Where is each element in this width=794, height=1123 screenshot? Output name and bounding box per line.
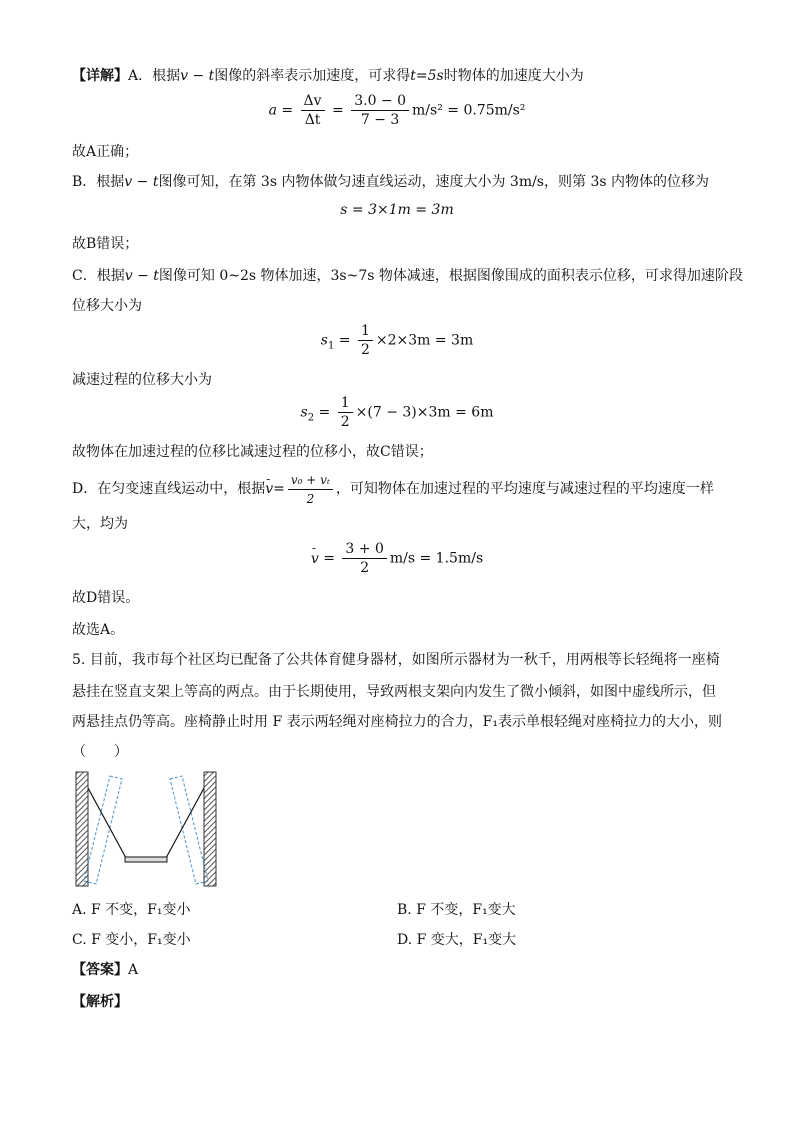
numerator: 1	[358, 322, 373, 341]
equation-acceleration	[0, 92, 794, 129]
option-a[interactable]: A. F 不变，F₁变小	[72, 902, 191, 918]
paragraph: 故D错误。	[72, 590, 140, 606]
fraction	[288, 471, 333, 508]
v-t-symbol: v − t	[124, 174, 159, 190]
question-line: 悬挂在竖直支架上等高的两点。由于长期使用，导致两根支架向内发生了微小倾斜，如图中虚线所示，但	[72, 684, 716, 700]
equals: =	[318, 404, 331, 421]
option-c[interactable]: C. F 变小，F₁变小	[72, 932, 191, 948]
denominator: 2	[340, 414, 350, 430]
eq-tail: ×(7 − 3)×3m = 6m	[355, 404, 494, 421]
answer-value: A	[128, 962, 139, 978]
eq-lhs: a =	[268, 102, 294, 119]
question-blank: （ ）	[72, 744, 128, 760]
t-value: t=5s	[410, 68, 444, 84]
right-support	[204, 772, 216, 886]
numerator: 3.0 − 0	[351, 92, 409, 111]
text: A．根据	[128, 68, 181, 84]
denominator: 2	[360, 342, 370, 358]
numerator: v₀ + vₜ	[288, 471, 333, 490]
text: ，可知物体在加速过程的平均速度与减速过程的平均速度一样	[335, 481, 714, 497]
paragraph: 故物体在加速过程的位移比减速过程的位移小，故C错误；	[72, 444, 433, 460]
text: 图像可知，在第 3s 内物体做匀速直线运动，速度大小为 3m/s，则第 3s 内物体的位移为	[158, 174, 709, 190]
v-bar-symbol: - v	[265, 470, 273, 508]
equals: =	[338, 332, 351, 349]
fraction	[358, 322, 373, 359]
text: 时物体的加速度大小为	[443, 68, 584, 84]
equation-average-velocity	[0, 540, 794, 577]
paragraph: 位移大小为	[72, 298, 142, 314]
right-rope	[166, 788, 204, 858]
swing-figure	[68, 770, 224, 890]
option-b[interactable]: B. F 不变，F₁变大	[397, 902, 516, 918]
answer-tag: 【答案】	[72, 962, 128, 978]
equation-s1	[0, 322, 794, 359]
denominator: 2	[360, 560, 370, 576]
paragraph	[72, 470, 714, 508]
numerator: 1	[338, 394, 353, 413]
text: B．根据	[72, 174, 125, 190]
eq-lhs: s	[300, 404, 308, 421]
equals: =	[273, 481, 285, 497]
subscript: 1	[327, 340, 335, 352]
detail-line-a	[72, 66, 584, 86]
equals: =	[332, 102, 344, 119]
eq-tail: ×2×3m = 3m	[375, 332, 474, 349]
subscript: 2	[307, 412, 315, 424]
paragraph: 大，均为	[72, 516, 128, 532]
eq-lhs: s	[320, 332, 328, 349]
denominator: 2	[306, 491, 315, 506]
fraction	[301, 92, 325, 129]
question-line: 两悬挂点仍等高。座椅静止时用 F 表示两轻绳对座椅拉力的合力，F₁表示单根轻绳对座椅拉力的大小，则	[72, 714, 722, 730]
fraction	[342, 540, 386, 577]
text: C．根据	[72, 268, 125, 284]
fraction	[351, 92, 409, 129]
analysis-tag: 【解析】	[72, 994, 128, 1010]
paragraph: 减速过程的位移大小为	[72, 372, 212, 388]
text: D．在匀变速直线运动中，根据	[72, 481, 266, 497]
denominator: Δt	[304, 112, 321, 128]
eq-tail: m/s = 1.5m/s	[389, 550, 484, 567]
answer-line	[72, 960, 138, 980]
paragraph	[72, 266, 743, 286]
left-rope	[88, 788, 126, 858]
v-t-symbol: v − t	[124, 268, 159, 284]
denominator: 7 − 3	[360, 112, 400, 128]
paragraph: 故A正确；	[72, 144, 139, 160]
question-line: 5. 目前，我市每个社区均已配备了公共体育健身器材，如图所示器材为一秋千，用两根等长轻绳将一座椅	[72, 652, 720, 668]
paragraph	[72, 172, 709, 192]
paragraph: 故B错误；	[72, 236, 139, 252]
numerator: 3 + 0	[342, 540, 386, 559]
option-d[interactable]: D. F 变大，F₁变大	[397, 932, 517, 948]
v-bar-symbol: - v	[311, 551, 319, 567]
eq-tail: m/s² = 0.75m/s²	[412, 102, 526, 119]
fraction	[338, 394, 353, 431]
text: 图像的斜率表示加速度，可求得	[214, 68, 411, 84]
v-t-symbol: v − t	[180, 68, 215, 84]
numerator: Δv	[301, 92, 325, 111]
text: 图像可知 0~2s 物体加速，3s~7s 物体减速，根据图像围成的面积表示位移，可求得加速阶段	[158, 268, 743, 284]
left-support	[76, 772, 88, 886]
paragraph: 故选A。	[72, 622, 125, 638]
swing-seat	[125, 857, 167, 862]
equals: =	[323, 550, 335, 567]
detail-tag: 【详解】	[72, 68, 128, 84]
equation-s2	[0, 394, 794, 431]
equation-displacement: s = 3×1m = 3m	[340, 202, 454, 218]
